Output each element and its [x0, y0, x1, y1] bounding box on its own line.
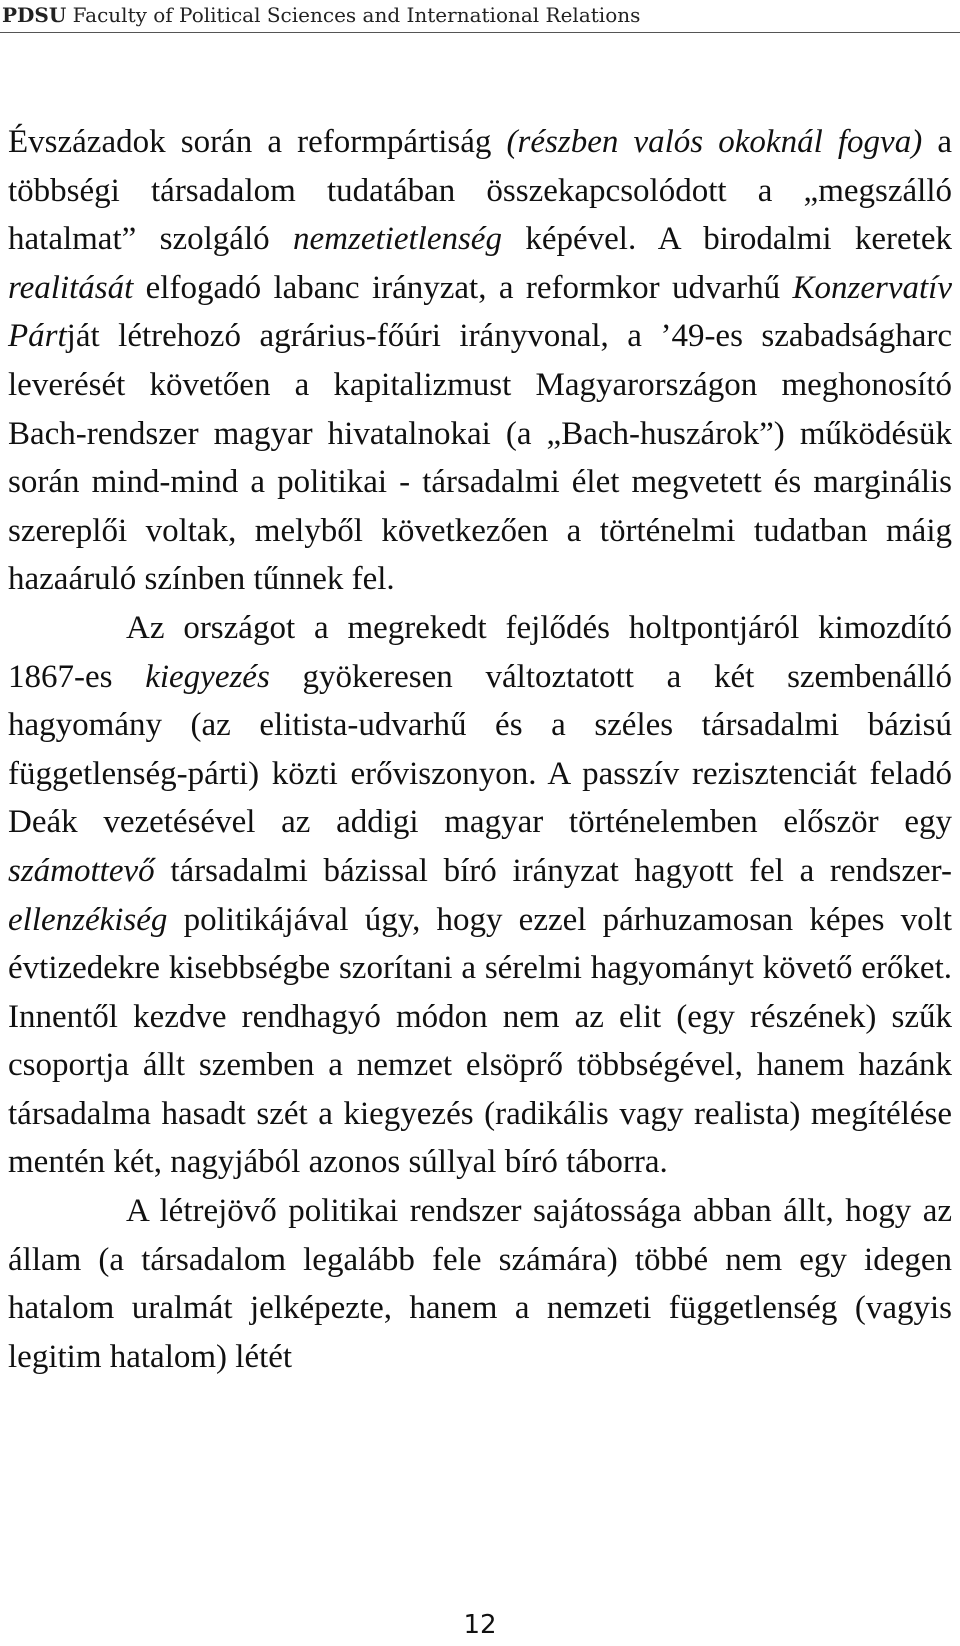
text-run: politikájával úgy, hogy ezzel párhuzamosan képes volt évtizedekre kisebbségbe szorítani a sérelmi hagyományt követő erőket. Innentől kezdve rendhagyó módon nem az elit (egy részének) szűk csoportja állt szemben a nemzet elsöprő többségével, hanem hazánk társadalma hasadt szét a kiegyezés (radikális vagy realista) megítélése mentén két, nagyjából azonos súllyal bíró táborra. — [8, 901, 952, 1181]
paragraph — [8, 1187, 952, 1381]
text-run: képével. A birodalmi keretek — [501, 221, 952, 258]
italic-text: számottevő — [8, 852, 155, 889]
text-run: gyökeresen változtatott a két szembenálló hagyomány (az elitista-udvarhű és a széles társadalmi bázisú függetlenség-párti) közti erőviszonyon. A passzív rezisztenciát feladó Deák vezetésével az addigi magyar történelemben először egy — [8, 658, 952, 841]
header-abbreviation: PDSU — [2, 3, 67, 27]
text-run: társadalmi bázissal bíró irányzat hagyott fel a rendszer- — [154, 852, 952, 889]
text-run: a többségi társadalom tudatában összekapcsolódott a „megszálló hatalmat” szolgáló — [8, 124, 952, 258]
italic-text: realitását — [8, 269, 134, 306]
page-header — [0, 0, 960, 33]
italic-text: Konzervatív Párt — [8, 269, 952, 355]
text-run: Évszázadok során a reformpártiság — [8, 124, 507, 160]
italic-text: nemzetietlenség — [293, 221, 502, 258]
italic-text: (részben valós okoknál fogva) — [506, 124, 923, 160]
text-run: elfogadó labanc irányzat, a reformkor udvarhű — [133, 269, 793, 306]
text-run: Az országot a megrekedt fejlődés holtpontjáról kimozdító 1867-es — [8, 609, 952, 695]
italic-text: ellenzékiség — [8, 901, 168, 938]
page-number: 12 — [463, 1610, 497, 1640]
paragraph — [8, 604, 952, 1187]
italic-text: kiegyezés — [145, 658, 270, 695]
text-run: ját létrehozó agrárius-főúri irányvonal, a ’49-es szabadságharc leverését követően a kapitalizmust Magyarországon meghonosító Bach-rendszer magyar hivatalnokai (a „Bach-huszárok”) működésük során mind-mind a politikai - társadalmi élet megvetett és marginális szereplői voltak, melyből következően a történelmi tudatban máig hazaáruló színben tűnnek fel. — [8, 318, 952, 598]
header-faculty: Faculty of Political Sciences and International Relations — [72, 3, 641, 27]
text-run: A létrejövő politikai rendszer sajátossága abban állt, hogy az állam (a társadalom legalább fele számára) többé nem egy idegen hatalom uralmát jelképezte, hanem a nemzeti függetlenség (vagyis legitim hatalom) létét — [8, 1193, 952, 1375]
body-text — [8, 118, 952, 1381]
paragraph — [8, 118, 952, 604]
